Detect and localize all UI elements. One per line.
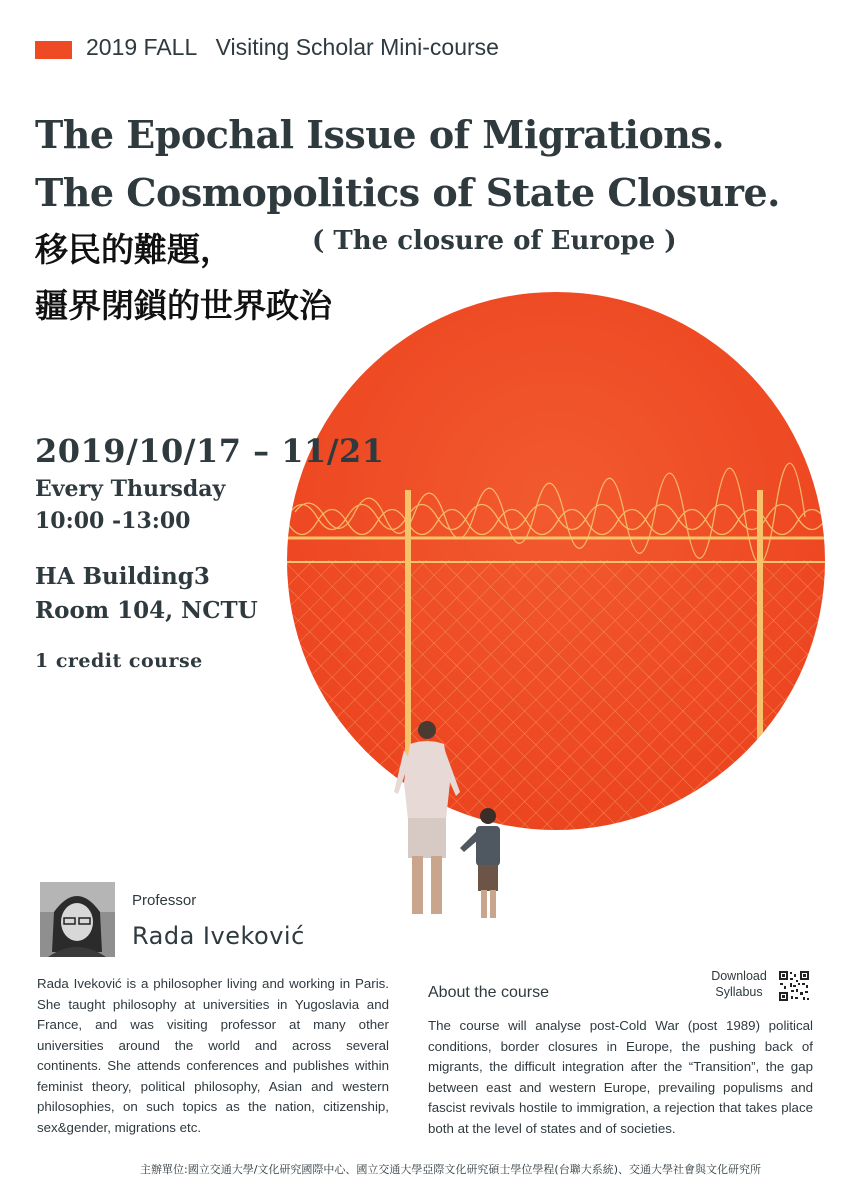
- about-text: The course will analyse post-Cold War (post 1989) political conditions, border closures in Europe, the pushing back of migrants, the difficult integration after the “Transition”, the gap between east and western Europe, prevailing populisms and fascist revivals hostile to immigration, a rejection that takes place both at the level of states and of societies.: [428, 1018, 813, 1136]
- organizer-footer: 主辦單位:國立交通大學/文化研究國際中心、國立交通大學亞際文化研究碩士學位學程(台聯大系統)、交通大學社會與文化研究所: [140, 1163, 761, 1176]
- syllabus-label: Syllabus: [715, 985, 763, 999]
- course-day: Every Thursday: [35, 476, 226, 502]
- subtitle: ( The closure of Europe ): [312, 226, 677, 256]
- professor-label: Professor: [132, 892, 197, 909]
- fence-illustration: [287, 292, 825, 830]
- about-heading: About the course: [428, 984, 549, 1001]
- course-building: HA Building3: [35, 563, 210, 590]
- header-accent-block: [35, 41, 72, 59]
- professor-name: Rada Iveković: [132, 922, 305, 950]
- professor-portrait: [40, 882, 115, 957]
- course-room: Room 104, NCTU: [35, 597, 258, 624]
- title-line-2: The Cosmopolitics of State Closure.: [35, 170, 780, 215]
- professor-photo: [40, 882, 115, 957]
- chinese-title-line-2: 疆界閉鎖的世界政治: [35, 286, 332, 325]
- course-credit: 1 credit course: [35, 650, 203, 672]
- border-fence-graphic: [287, 292, 825, 830]
- professor-bio: Rada Iveković is a philosopher living and working in Paris. She taught philosophy at universities in Yugoslavia and France, and was visiting professor at many other universities around the world and across several continents. She attends conferences and publishes within feminist theory, political philosophy, Asian and western philosophies, on such topics as the nation, citizenship, sex&gender, migrations etc.: [37, 976, 389, 1135]
- course-time: 10:00 -13:00: [35, 508, 191, 534]
- qr-code-icon[interactable]: [778, 970, 810, 1002]
- course-dates: 2019/10/17 – 11/21: [35, 432, 385, 470]
- download-label: Download: [711, 969, 767, 983]
- course-tag: 2019 FALL Visiting Scholar Mini-course: [86, 34, 499, 60]
- father-and-child-figure: [380, 720, 520, 925]
- download-syllabus-link[interactable]: [708, 968, 770, 1000]
- title-line-1: The Epochal Issue of Migrations.: [35, 112, 725, 157]
- chinese-title-line-1: 移民的難題，: [35, 230, 233, 269]
